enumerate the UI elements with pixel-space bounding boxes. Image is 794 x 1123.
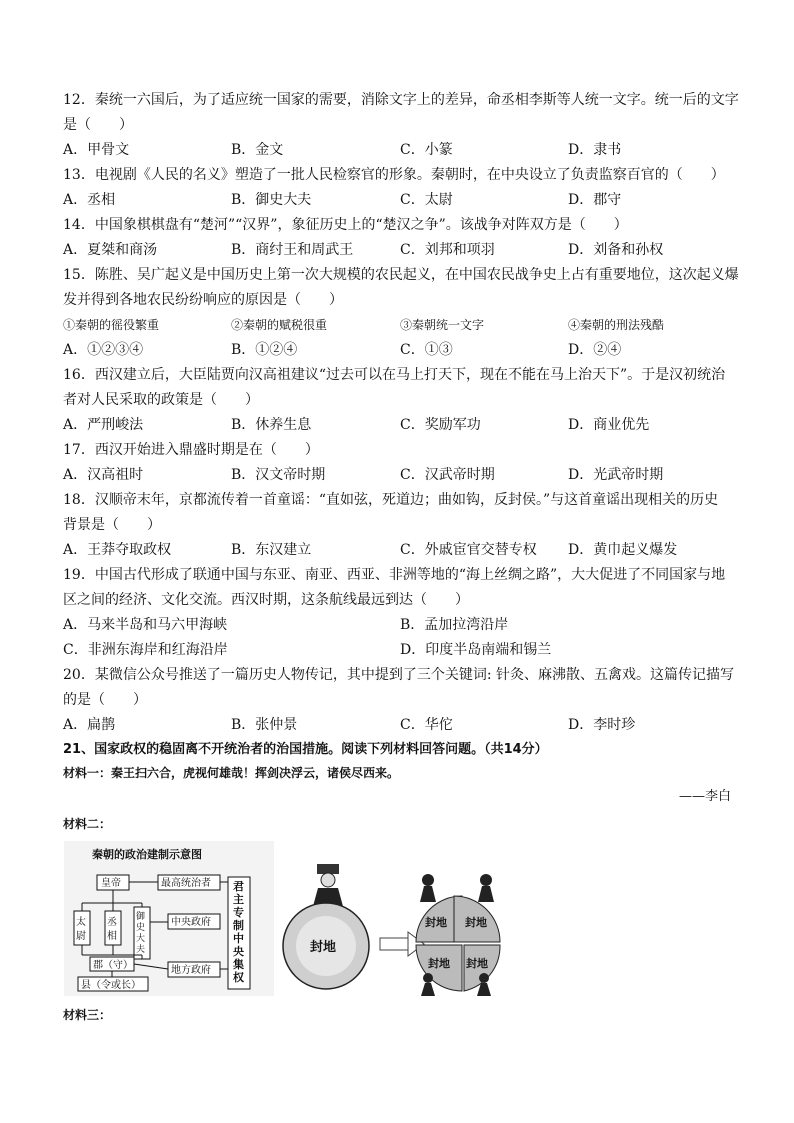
statement-3: ③秦朝统一文字 (400, 318, 485, 332)
question-16: 16．西汉建立后，大臣陆贾向汉高祖建议“过去可以在马上打天下，现在不能在马上治天下”。于是汉初统治 (63, 367, 726, 383)
question-12: 12．秦统一六国后，为了适应统一国家的需要，消除文字上的差异，命丞相李斯等人统一文字。统一后的文字 (63, 92, 739, 108)
question-15-options (63, 338, 733, 363)
question-13: 13．电视剧《人民的名义》塑造了一批人民检察官的形象。秦朝时，在中央设立了负责监察百官的（ ） (63, 167, 725, 183)
question-13-options (63, 188, 733, 213)
option-a: A．①②③④ (63, 342, 144, 358)
local-gov-label: 地方政府 (171, 965, 211, 976)
option-c: C．汉武帝时期 (400, 467, 495, 483)
material-3-label: 材料三： (63, 1008, 112, 1022)
chengxiang-label-2: 相 (107, 931, 117, 942)
option-b: B．休养生息 (231, 417, 312, 433)
option-d: D．光武帝时期 (568, 467, 664, 483)
fief-quarter-2: 封地 (465, 916, 487, 929)
option-b: B．金文 (231, 142, 284, 158)
option-b: B．汉文帝时期 (231, 467, 326, 483)
option-d: D．商业优先 (568, 417, 650, 433)
option-a: A．甲骨文 (63, 142, 130, 158)
question-19-cont: 区之间的经济、文化交流。西汉时期，这条航线最远到达（ ） (63, 592, 469, 608)
option-d: D．李时珍 (568, 717, 636, 733)
question-19-options-row1 (63, 613, 733, 638)
svg-text:专: 专 (233, 906, 244, 919)
option-b: B．东汉建立 (231, 542, 312, 558)
option-b: B．御史大夫 (231, 192, 312, 208)
svg-text:制: 制 (233, 919, 244, 932)
xian-label: 县（令或长） (81, 980, 141, 991)
yushi-label-3: 大 (136, 934, 146, 944)
connector-line (134, 964, 168, 969)
fiefdom-illustration (280, 850, 502, 998)
option-c: C．华佗 (400, 717, 453, 733)
option-a: A．马来半岛和马六甲海峡 (63, 617, 228, 633)
question-17-options (63, 463, 733, 488)
option-d: D．②④ (568, 342, 622, 358)
option-d: D．隶书 (568, 142, 622, 158)
question-12-options (63, 138, 733, 163)
supreme-label: 最高统治者 (161, 878, 211, 889)
central-gov-label: 中央政府 (171, 917, 211, 928)
material-1-author: ——李白 (678, 789, 731, 804)
option-c: C．太尉 (400, 192, 453, 208)
question-14: 14．中国象棋棋盘有“楚河”“汉界”，象征历史上的“楚汉之争”。该战争对阵双方是（ ） (63, 217, 628, 233)
yushi-label-1: 御 (136, 912, 146, 922)
option-b: B．商纣王和周武王 (231, 242, 354, 258)
option-c: C．刘邦和项羽 (400, 242, 495, 258)
option-a: A．严刑峻法 (63, 417, 144, 433)
taiwei-label-2: 尉 (76, 931, 86, 942)
option-a: A．汉高祖时 (63, 467, 144, 483)
statement-4: ④秦朝的刑法残酷 (568, 318, 665, 332)
svg-text:君: 君 (233, 880, 244, 893)
question-15-cont: 发并得到各地农民纷纷响应的原因是（ ） (63, 292, 343, 308)
question-14-options (63, 238, 733, 263)
taiwei-label-1: 太 (76, 917, 86, 928)
option-c: C．奖励军功 (400, 417, 481, 433)
chengxiang-label-1: 丞 (107, 917, 117, 928)
svg-text:集: 集 (233, 958, 244, 971)
question-15-statements (63, 313, 733, 338)
question-16-cont: 者对人民采取的政策是（ ） (63, 392, 259, 408)
option-b: B．孟加拉湾沿岸 (400, 617, 509, 633)
fiefdom-illustration-svg (280, 850, 502, 998)
option-a: A．夏桀和商汤 (63, 242, 158, 258)
question-18-options (63, 538, 733, 563)
question-12-cont: 是（ ） (63, 117, 133, 133)
option-a: A．丞相 (63, 192, 116, 208)
fief-quarter-4: 封地 (466, 957, 488, 970)
option-d: D．郡守 (568, 192, 622, 208)
question-20-cont: 的是（ ） (63, 692, 147, 708)
question-17: 17．西汉开始进入鼎盛时期是在（ ） (63, 442, 319, 458)
question-18-cont: 背景是（ ） (63, 517, 161, 533)
svg-text:权: 权 (233, 971, 244, 984)
question-20: 20．某微信公众号推送了一篇历史人物传记，其中提到了三个关键词: 针灸、麻沸散、五禽戏。这篇传记描写 (63, 667, 734, 683)
question-18: 18．汉顺帝末年，京都流传着一首童谣：“直如弦，死道边；曲如钩，反封侯。”与这首童谣出现相关的历史 (63, 492, 719, 508)
option-a: A．扁鹊 (63, 717, 116, 733)
qin-political-diagram-svg (64, 841, 274, 996)
emperor-label: 皇帝 (101, 878, 121, 889)
fief-label: 封地 (310, 940, 337, 955)
svg-text:央: 央 (233, 945, 244, 958)
yushi-label-2: 史 (136, 923, 146, 933)
option-c: C．①③ (400, 342, 453, 358)
option-b: B．①②④ (231, 342, 298, 358)
option-d: D．印度半岛南端和锡兰 (400, 642, 552, 658)
question-15: 15．陈胜、吴广起义是中国历史上第一次大规模的农民起义，在中国农民战争史上占有重要地位，这次起义爆 (63, 267, 739, 283)
statement-2: ②秦朝的赋税很重 (231, 318, 328, 332)
option-c: C．小篆 (400, 142, 453, 158)
yushi-label-4: 夫 (136, 945, 146, 955)
option-d: D．黄巾起义爆发 (568, 542, 678, 558)
option-b: B．张仲景 (231, 717, 298, 733)
svg-text:中: 中 (233, 932, 244, 945)
question-16-options (63, 413, 733, 438)
fief-quarter-1: 封地 (425, 916, 447, 929)
question-19: 19．中国古代形成了联通中国与东亚、南亚、西亚、非洲等地的“海上丝绸之路”，大大促进了不同国家与地 (63, 567, 726, 583)
fief-quarter-3: 封地 (428, 957, 450, 970)
question-19-options-row2 (63, 638, 733, 663)
diagram-title: 秦朝的政治建制示意图 (92, 848, 202, 861)
question-20-options (63, 713, 733, 738)
option-c: C．外戚宦官交替专权 (400, 542, 537, 558)
jun-label: 郡（守） (93, 960, 133, 971)
system-label (233, 879, 245, 984)
option-a: A．王莽夺取政权 (63, 542, 172, 558)
question-21-title: 21、国家政权的稳固离不开统治者的治国措施。阅读下列材料回答问题。（共14分） (63, 742, 548, 757)
statement-1: ①秦朝的徭役繁重 (63, 318, 160, 332)
material-1: 材料一：秦王扫六合，虎视何雄哉！挥剑决浮云，诸侯尽西来。 (63, 766, 400, 780)
option-d: D．刘备和孙权 (568, 242, 664, 258)
material-2-label: 材料二： (63, 817, 112, 831)
option-c: C．非洲东海岸和红海沿岸 (63, 642, 228, 658)
qin-political-diagram (64, 841, 274, 996)
svg-text:主: 主 (233, 893, 244, 906)
